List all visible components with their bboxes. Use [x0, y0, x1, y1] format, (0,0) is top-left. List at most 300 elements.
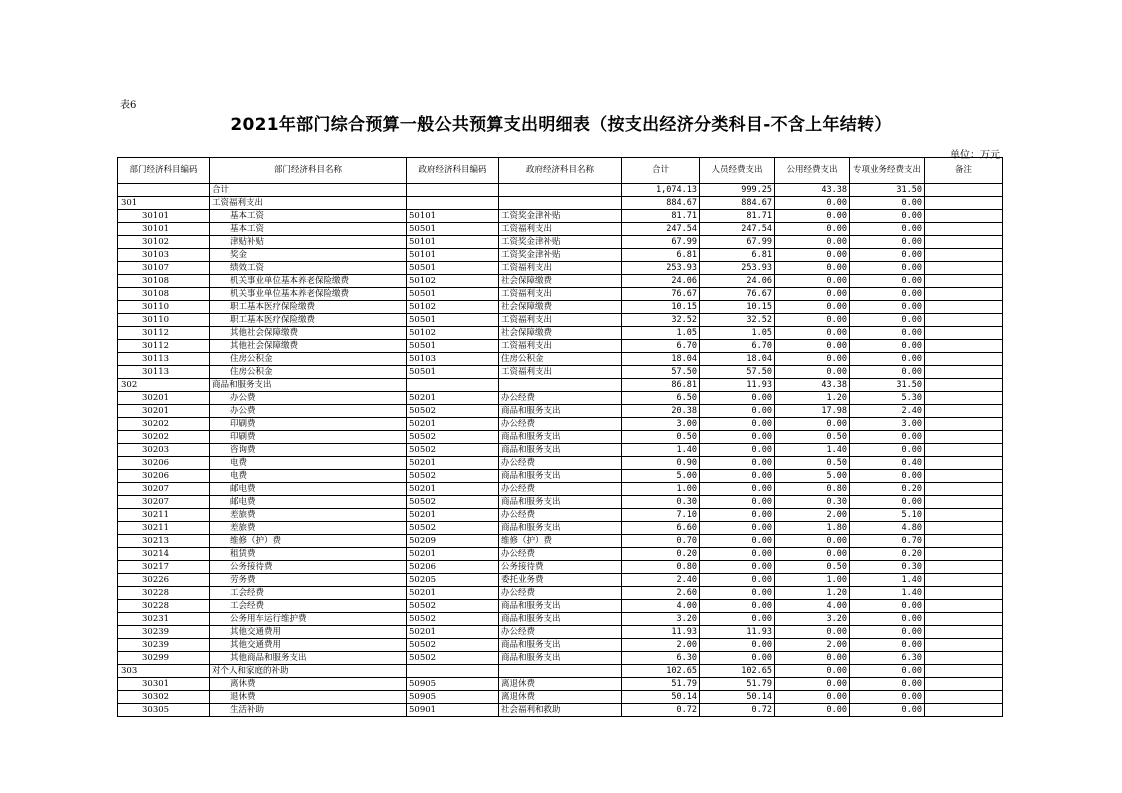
- cell-gov-name: 工资福利支出: [499, 314, 622, 327]
- cell-dept-code: 301: [118, 197, 210, 210]
- cell-gov-name: 住房公积金: [499, 353, 622, 366]
- cell-public: 0.00: [775, 691, 850, 704]
- table-row: [118, 535, 1003, 548]
- cell-gov-code: 50102: [407, 327, 499, 340]
- cell-gov-name: 社会福利和救助: [499, 704, 622, 717]
- cell-gov-name: 工资奖金津补贴: [499, 236, 622, 249]
- cell-dept-name: 其他商品和服务支出: [210, 652, 407, 665]
- table-row: [118, 678, 1003, 691]
- cell-personnel: 999.25: [700, 184, 775, 197]
- cell-special: 0.00: [850, 366, 925, 379]
- cell-total: 4.00: [622, 600, 700, 613]
- cell-gov-code: 50502: [407, 600, 499, 613]
- cell-public: 0.00: [775, 327, 850, 340]
- cell-note: [925, 496, 1003, 509]
- cell-gov-code: 50502: [407, 431, 499, 444]
- cell-note: [925, 548, 1003, 561]
- cell-personnel: 0.00: [700, 600, 775, 613]
- cell-personnel: 6.81: [700, 249, 775, 262]
- col-header-personnel: 人员经费支出: [700, 158, 775, 184]
- cell-total: 10.15: [622, 301, 700, 314]
- cell-public: 0.50: [775, 457, 850, 470]
- cell-special: 0.30: [850, 561, 925, 574]
- table-row: [118, 639, 1003, 652]
- cell-special: 0.20: [850, 483, 925, 496]
- cell-gov-name: 工资福利支出: [499, 223, 622, 236]
- col-header-gov-code: 政府经济科目编码: [407, 158, 499, 184]
- cell-dept-name: 邮电费: [210, 496, 407, 509]
- cell-special: 0.00: [850, 353, 925, 366]
- cell-total: 253.93: [622, 262, 700, 275]
- cell-gov-code: 50201: [407, 483, 499, 496]
- cell-dept-code: 30112: [118, 340, 210, 353]
- cell-personnel: 76.67: [700, 288, 775, 301]
- cell-personnel: 0.00: [700, 405, 775, 418]
- cell-gov-name: 离退休费: [499, 691, 622, 704]
- cell-note: [925, 236, 1003, 249]
- unit-note: 单位：万元: [950, 150, 1000, 161]
- cell-gov-name: 公务接待费: [499, 561, 622, 574]
- cell-dept-name: 其他社会保障缴费: [210, 340, 407, 353]
- table-row: [118, 561, 1003, 574]
- table-row: [118, 548, 1003, 561]
- cell-personnel: 0.00: [700, 574, 775, 587]
- cell-dept-name: 基本工资: [210, 223, 407, 236]
- cell-total: 1.40: [622, 444, 700, 457]
- cell-total: 1.05: [622, 327, 700, 340]
- cell-personnel: 0.00: [700, 522, 775, 535]
- cell-dept-name: 印刷费: [210, 431, 407, 444]
- table-row: [118, 483, 1003, 496]
- cell-dept-code: 30101: [118, 210, 210, 223]
- cell-dept-code: 30201: [118, 392, 210, 405]
- cell-note: [925, 522, 1003, 535]
- cell-dept-name: 工会经费: [210, 587, 407, 600]
- cell-total: 6.70: [622, 340, 700, 353]
- cell-public: 0.00: [775, 223, 850, 236]
- cell-special: 0.00: [850, 470, 925, 483]
- col-header-public: 公用经费支出: [775, 158, 850, 184]
- cell-total: 0.50: [622, 431, 700, 444]
- table-body: [118, 184, 1003, 717]
- table-row: [118, 210, 1003, 223]
- cell-dept-name: 合计: [210, 184, 407, 197]
- cell-note: [925, 665, 1003, 678]
- cell-gov-code: [407, 184, 499, 197]
- cell-gov-code: 50905: [407, 691, 499, 704]
- cell-personnel: 1.05: [700, 327, 775, 340]
- cell-public: 0.50: [775, 561, 850, 574]
- cell-public: 0.00: [775, 353, 850, 366]
- cell-personnel: 0.00: [700, 548, 775, 561]
- total-row: [118, 184, 1003, 197]
- cell-public: 0.00: [775, 418, 850, 431]
- cell-personnel: 0.00: [700, 457, 775, 470]
- table-row: [118, 366, 1003, 379]
- cell-personnel: 51.79: [700, 678, 775, 691]
- cell-personnel: 0.00: [700, 535, 775, 548]
- cell-dept-name: 电费: [210, 457, 407, 470]
- cell-dept-code: 30110: [118, 314, 210, 327]
- cell-special: 0.00: [850, 431, 925, 444]
- cell-gov-name: 社会保障缴费: [499, 327, 622, 340]
- cell-public: 0.00: [775, 366, 850, 379]
- cell-total: 32.52: [622, 314, 700, 327]
- cell-public: 1.00: [775, 574, 850, 587]
- cell-personnel: 0.00: [700, 587, 775, 600]
- cell-special: 0.00: [850, 275, 925, 288]
- category-row: [118, 197, 1003, 210]
- cell-dept-name: 差旅费: [210, 509, 407, 522]
- col-header-dept-code: 部门经济科目编码: [118, 158, 210, 184]
- cell-dept-code: 30202: [118, 418, 210, 431]
- cell-note: [925, 392, 1003, 405]
- cell-dept-code: 30108: [118, 288, 210, 301]
- cell-dept-code: 30203: [118, 444, 210, 457]
- cell-total: 1,074.13: [622, 184, 700, 197]
- cell-public: 1.20: [775, 587, 850, 600]
- cell-gov-code: 50205: [407, 574, 499, 587]
- cell-note: [925, 691, 1003, 704]
- cell-personnel: 0.00: [700, 509, 775, 522]
- cell-dept-code: 30108: [118, 275, 210, 288]
- cell-gov-name: 维修（护）费: [499, 535, 622, 548]
- cell-dept-code: 30226: [118, 574, 210, 587]
- cell-public: 0.50: [775, 431, 850, 444]
- cell-dept-name: 工会经费: [210, 600, 407, 613]
- cell-note: [925, 262, 1003, 275]
- cell-gov-name: 商品和服务支出: [499, 431, 622, 444]
- cell-gov-code: 50901: [407, 704, 499, 717]
- cell-note: [925, 652, 1003, 665]
- cell-total: 0.80: [622, 561, 700, 574]
- cell-total: 3.00: [622, 418, 700, 431]
- cell-gov-code: 50201: [407, 548, 499, 561]
- cell-personnel: 247.54: [700, 223, 775, 236]
- cell-personnel: 11.93: [700, 379, 775, 392]
- cell-special: 0.00: [850, 301, 925, 314]
- cell-gov-code: 50201: [407, 457, 499, 470]
- cell-gov-name: 工资福利支出: [499, 340, 622, 353]
- cell-dept-name: 绩效工资: [210, 262, 407, 275]
- cell-gov-name: 工资福利支出: [499, 288, 622, 301]
- cell-public: 0.00: [775, 210, 850, 223]
- cell-gov-code: 50209: [407, 535, 499, 548]
- col-header-total: 合计: [622, 158, 700, 184]
- cell-total: 6.60: [622, 522, 700, 535]
- cell-public: 0.00: [775, 548, 850, 561]
- cell-note: [925, 353, 1003, 366]
- cell-dept-code: 30207: [118, 483, 210, 496]
- cell-personnel: 102.65: [700, 665, 775, 678]
- cell-note: [925, 379, 1003, 392]
- cell-gov-code: 50201: [407, 392, 499, 405]
- cell-dept-name: 津贴补贴: [210, 236, 407, 249]
- table-row: [118, 236, 1003, 249]
- cell-dept-code: 30113: [118, 366, 210, 379]
- cell-personnel: 0.00: [700, 639, 775, 652]
- cell-dept-code: 30228: [118, 600, 210, 613]
- cell-public: 0.00: [775, 197, 850, 210]
- cell-dept-name: 职工基本医疗保险缴费: [210, 301, 407, 314]
- table-row: [118, 314, 1003, 327]
- cell-gov-code: [407, 665, 499, 678]
- cell-total: 6.30: [622, 652, 700, 665]
- cell-note: [925, 457, 1003, 470]
- table-row: [118, 340, 1003, 353]
- cell-total: 0.20: [622, 548, 700, 561]
- cell-gov-name: 商品和服务支出: [499, 444, 622, 457]
- col-header-special: 专项业务经费支出: [850, 158, 925, 184]
- cell-note: [925, 210, 1003, 223]
- cell-dept-name: 其他社会保障缴费: [210, 327, 407, 340]
- cell-dept-code: 30305: [118, 704, 210, 717]
- cell-note: [925, 639, 1003, 652]
- cell-note: [925, 223, 1003, 236]
- cell-dept-name: 咨询费: [210, 444, 407, 457]
- cell-gov-code: 50502: [407, 496, 499, 509]
- cell-gov-name: [499, 665, 622, 678]
- cell-gov-name: 工资奖金津补贴: [499, 249, 622, 262]
- cell-note: [925, 418, 1003, 431]
- cell-special: 0.00: [850, 340, 925, 353]
- cell-gov-name: 社会保障缴费: [499, 301, 622, 314]
- cell-special: 0.00: [850, 444, 925, 457]
- table-row: [118, 574, 1003, 587]
- col-header-gov-name: 政府经济科目名称: [499, 158, 622, 184]
- cell-note: [925, 535, 1003, 548]
- cell-dept-code: 30211: [118, 509, 210, 522]
- cell-total: 0.90: [622, 457, 700, 470]
- cell-gov-code: 50102: [407, 301, 499, 314]
- cell-dept-code: 30103: [118, 249, 210, 262]
- table-row: [118, 691, 1003, 704]
- table-header-row: [118, 158, 1003, 184]
- col-header-note: 备注: [925, 158, 1003, 184]
- cell-gov-name: 工资福利支出: [499, 366, 622, 379]
- table-row: [118, 587, 1003, 600]
- cell-total: 57.50: [622, 366, 700, 379]
- cell-dept-name: 机关事业单位基本养老保险缴费: [210, 275, 407, 288]
- cell-personnel: 50.14: [700, 691, 775, 704]
- cell-personnel: 0.00: [700, 561, 775, 574]
- cell-gov-code: 50501: [407, 262, 499, 275]
- cell-public: 2.00: [775, 509, 850, 522]
- cell-dept-code: 30239: [118, 639, 210, 652]
- cell-public: 1.80: [775, 522, 850, 535]
- table-row: [118, 223, 1003, 236]
- table-row: [118, 405, 1003, 418]
- cell-gov-name: 办公经费: [499, 626, 622, 639]
- cell-gov-code: 50502: [407, 444, 499, 457]
- cell-special: 1.40: [850, 587, 925, 600]
- table-row: [118, 522, 1003, 535]
- cell-dept-name: 退休费: [210, 691, 407, 704]
- table-row: [118, 626, 1003, 639]
- cell-personnel: 0.00: [700, 470, 775, 483]
- table-row: [118, 600, 1003, 613]
- cell-gov-code: 50103: [407, 353, 499, 366]
- cell-total: 6.50: [622, 392, 700, 405]
- cell-total: 2.40: [622, 574, 700, 587]
- table-row: [118, 509, 1003, 522]
- cell-dept-code: 30301: [118, 678, 210, 691]
- cell-note: [925, 561, 1003, 574]
- cell-note: [925, 288, 1003, 301]
- cell-special: 4.80: [850, 522, 925, 535]
- cell-gov-code: 50502: [407, 522, 499, 535]
- cell-special: 0.20: [850, 548, 925, 561]
- cell-note: [925, 509, 1003, 522]
- cell-gov-name: 商品和服务支出: [499, 405, 622, 418]
- cell-dept-name: 基本工资: [210, 210, 407, 223]
- cell-special: 0.40: [850, 457, 925, 470]
- cell-dept-code: 30299: [118, 652, 210, 665]
- table-row: [118, 652, 1003, 665]
- cell-total: 11.93: [622, 626, 700, 639]
- cell-public: 43.38: [775, 184, 850, 197]
- cell-personnel: 0.00: [700, 431, 775, 444]
- cell-gov-name: 办公经费: [499, 457, 622, 470]
- cell-special: 31.50: [850, 379, 925, 392]
- table-row: [118, 353, 1003, 366]
- cell-dept-name: 办公费: [210, 405, 407, 418]
- cell-total: 5.00: [622, 470, 700, 483]
- cell-gov-name: 工资奖金津补贴: [499, 210, 622, 223]
- cell-public: 17.98: [775, 405, 850, 418]
- cell-note: [925, 314, 1003, 327]
- cell-personnel: 6.70: [700, 340, 775, 353]
- table-row: [118, 470, 1003, 483]
- cell-public: 1.20: [775, 392, 850, 405]
- cell-gov-code: 50905: [407, 678, 499, 691]
- cell-dept-name: 差旅费: [210, 522, 407, 535]
- cell-dept-name: 奖金: [210, 249, 407, 262]
- cell-special: 0.00: [850, 678, 925, 691]
- cell-special: 0.00: [850, 704, 925, 717]
- cell-gov-code: 50101: [407, 210, 499, 223]
- cell-dept-code: 303: [118, 665, 210, 678]
- cell-public: 43.38: [775, 379, 850, 392]
- cell-dept-name: 生活补助: [210, 704, 407, 717]
- cell-note: [925, 574, 1003, 587]
- cell-personnel: 0.72: [700, 704, 775, 717]
- cell-gov-name: 工资福利支出: [499, 262, 622, 275]
- col-header-dept-name: 部门经济科目名称: [210, 158, 407, 184]
- cell-personnel: 10.15: [700, 301, 775, 314]
- cell-dept-name: 离休费: [210, 678, 407, 691]
- cell-special: 0.00: [850, 236, 925, 249]
- cell-gov-name: 委托业务费: [499, 574, 622, 587]
- cell-public: 0.00: [775, 340, 850, 353]
- cell-total: 884.67: [622, 197, 700, 210]
- cell-gov-name: [499, 379, 622, 392]
- cell-gov-name: 商品和服务支出: [499, 470, 622, 483]
- cell-gov-code: [407, 379, 499, 392]
- cell-note: [925, 184, 1003, 197]
- cell-total: 24.06: [622, 275, 700, 288]
- cell-gov-name: 办公经费: [499, 418, 622, 431]
- cell-gov-code: 50201: [407, 509, 499, 522]
- cell-gov-name: 离退休费: [499, 678, 622, 691]
- cell-note: [925, 444, 1003, 457]
- cell-total: 76.67: [622, 288, 700, 301]
- cell-special: 0.00: [850, 327, 925, 340]
- cell-special: 5.10: [850, 509, 925, 522]
- cell-gov-name: 商品和服务支出: [499, 496, 622, 509]
- cell-public: 0.00: [775, 262, 850, 275]
- cell-gov-name: 商品和服务支出: [499, 613, 622, 626]
- cell-gov-code: 50101: [407, 249, 499, 262]
- cell-gov-name: 办公经费: [499, 587, 622, 600]
- cell-personnel: 0.00: [700, 652, 775, 665]
- cell-dept-code: 302: [118, 379, 210, 392]
- cell-dept-name: 维修（护）费: [210, 535, 407, 548]
- cell-total: 51.79: [622, 678, 700, 691]
- cell-dept-code: 30101: [118, 223, 210, 236]
- cell-special: 0.00: [850, 665, 925, 678]
- cell-note: [925, 626, 1003, 639]
- cell-special: 5.30: [850, 392, 925, 405]
- cell-dept-code: 30239: [118, 626, 210, 639]
- cell-gov-code: 50201: [407, 626, 499, 639]
- cell-note: [925, 600, 1003, 613]
- cell-gov-code: 50201: [407, 587, 499, 600]
- cell-total: 0.70: [622, 535, 700, 548]
- cell-public: 0.00: [775, 275, 850, 288]
- cell-special: 0.00: [850, 262, 925, 275]
- cell-total: 0.72: [622, 704, 700, 717]
- cell-gov-name: [499, 197, 622, 210]
- cell-special: 3.00: [850, 418, 925, 431]
- cell-note: [925, 340, 1003, 353]
- cell-dept-code: 30206: [118, 470, 210, 483]
- cell-gov-code: 50501: [407, 366, 499, 379]
- cell-special: 0.00: [850, 249, 925, 262]
- cell-dept-code: 30107: [118, 262, 210, 275]
- cell-personnel: 11.93: [700, 626, 775, 639]
- cell-dept-name: 邮电费: [210, 483, 407, 496]
- table-row: [118, 249, 1003, 262]
- cell-personnel: 0.00: [700, 418, 775, 431]
- cell-gov-name: 办公经费: [499, 509, 622, 522]
- cell-note: [925, 301, 1003, 314]
- cell-gov-code: 50502: [407, 652, 499, 665]
- cell-personnel: 81.71: [700, 210, 775, 223]
- cell-dept-code: 30213: [118, 535, 210, 548]
- cell-public: 0.00: [775, 626, 850, 639]
- cell-total: 247.54: [622, 223, 700, 236]
- cell-gov-code: 50502: [407, 613, 499, 626]
- cell-gov-name: 商品和服务支出: [499, 600, 622, 613]
- cell-special: 0.00: [850, 314, 925, 327]
- cell-special: 0.00: [850, 210, 925, 223]
- cell-total: 102.65: [622, 665, 700, 678]
- cell-personnel: 884.67: [700, 197, 775, 210]
- cell-total: 81.71: [622, 210, 700, 223]
- table-label: 表6: [120, 100, 137, 111]
- cell-public: 0.00: [775, 249, 850, 262]
- cell-dept-code: 30201: [118, 405, 210, 418]
- cell-personnel: 0.00: [700, 496, 775, 509]
- cell-public: 1.40: [775, 444, 850, 457]
- cell-public: 0.30: [775, 496, 850, 509]
- cell-note: [925, 366, 1003, 379]
- cell-special: 31.50: [850, 184, 925, 197]
- table-row: [118, 288, 1003, 301]
- cell-dept-name: 租赁费: [210, 548, 407, 561]
- cell-public: 0.00: [775, 678, 850, 691]
